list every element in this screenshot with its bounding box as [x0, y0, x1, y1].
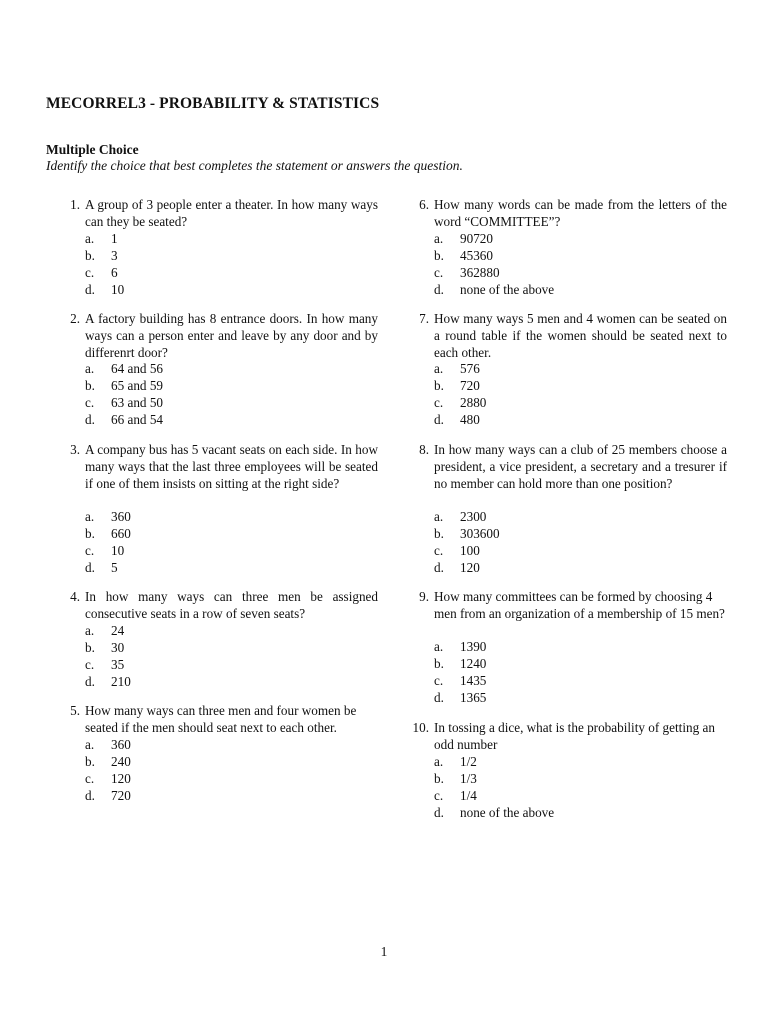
choice-text: 1390: [460, 639, 487, 654]
choice-text: 2880: [460, 395, 487, 410]
choice-letter: d.: [85, 674, 95, 689]
choice-letter: a.: [85, 737, 95, 752]
choice-letter: d.: [434, 282, 444, 297]
choice-c: [85, 543, 124, 560]
choice-text: 120: [111, 771, 131, 786]
question-number: 8.: [419, 442, 429, 457]
choice-d: [434, 805, 554, 822]
choice-b: [85, 526, 131, 543]
choice-b: [85, 640, 124, 657]
choice-a: [434, 361, 480, 378]
choice-d: [85, 282, 124, 299]
question-number: 6.: [419, 197, 429, 212]
choice-text: 660: [111, 526, 131, 541]
choice-letter: b.: [85, 378, 95, 393]
choice-text: 90720: [460, 231, 493, 246]
choice-d: [434, 412, 480, 429]
question-text: How many ways can three men and four women be seated if the men should seat next to each other.: [85, 703, 357, 735]
choice-letter: d.: [85, 412, 95, 427]
choice-a: [434, 509, 486, 526]
choice-c: [434, 788, 477, 805]
choice-d: [85, 788, 131, 805]
choice-text: 480: [460, 412, 480, 427]
choice-letter: b.: [434, 526, 444, 541]
choice-letter: b.: [434, 378, 444, 393]
choice-letter: a.: [434, 361, 444, 376]
choice-c: [434, 673, 486, 690]
choice-text: 1435: [460, 673, 487, 688]
choice-c: [85, 395, 163, 412]
choice-letter: d.: [85, 788, 95, 803]
choice-letter: b.: [85, 526, 95, 541]
choice-letter: c.: [85, 657, 95, 672]
choice-text: 360: [111, 737, 131, 752]
section-instructions: Identify the choice that best completes the statement or answers the question.: [46, 158, 463, 173]
choice-b: [85, 248, 118, 265]
choice-letter: c.: [434, 265, 444, 280]
choice-text: 45360: [460, 248, 493, 263]
choice-a: [85, 231, 118, 248]
choice-b: [434, 526, 500, 543]
choice-letter: c.: [434, 543, 444, 558]
choice-text: none of the above: [460, 282, 555, 297]
choice-text: 66 and 54: [111, 412, 164, 427]
choice-letter: a.: [434, 754, 444, 769]
question-text: In how many ways can a club of 25 members choose a president, a vice president, a secretary and a tresurer if no member can hold more than one position?: [434, 442, 727, 491]
choice-text: 1240: [460, 656, 487, 671]
choice-b: [434, 248, 493, 265]
choice-d: [434, 560, 480, 577]
document-title: MECORREL3 - PROBABILITY & STATISTICS: [46, 95, 380, 112]
question-number: 4.: [70, 589, 80, 604]
choice-letter: a.: [85, 361, 95, 376]
choice-text: 1/4: [460, 788, 477, 803]
choice-letter: b.: [434, 771, 444, 786]
choice-letter: c.: [434, 395, 444, 410]
choice-a: [434, 639, 486, 656]
question-number: 1.: [70, 197, 80, 212]
choice-text: 720: [460, 378, 480, 393]
choice-letter: c.: [434, 673, 444, 688]
choice-a: [434, 231, 493, 248]
choice-text: 10: [111, 543, 125, 558]
question-text: How many committees can be formed by choosing 4 men from an organization of a membership of 15 men?: [434, 589, 725, 621]
choice-d: [85, 674, 131, 691]
choice-text: 360: [111, 509, 131, 524]
choice-text: 1365: [460, 690, 487, 705]
choice-text: 100: [460, 543, 480, 558]
choice-b: [85, 378, 163, 395]
choice-c: [85, 265, 118, 282]
choice-letter: b.: [85, 754, 95, 769]
choice-letter: c.: [85, 543, 95, 558]
choice-letter: b.: [85, 248, 95, 263]
choice-text: 303600: [460, 526, 500, 541]
choice-letter: c.: [85, 265, 95, 280]
choice-text: 1/2: [460, 754, 477, 769]
choice-letter: b.: [434, 248, 444, 263]
choice-text: 2300: [460, 509, 487, 524]
question-number: 10.: [412, 720, 429, 735]
choice-text: none of the above: [460, 805, 555, 820]
choice-d: [434, 690, 486, 707]
choice-letter: a.: [85, 231, 95, 246]
choice-a: [85, 361, 163, 378]
choice-text: 240: [111, 754, 131, 769]
choice-letter: c.: [434, 788, 444, 803]
choice-text: 576: [460, 361, 480, 376]
choice-letter: a.: [434, 639, 444, 654]
choice-a: [85, 509, 131, 526]
page-number: 1: [380, 944, 388, 959]
choice-text: 30: [111, 640, 125, 655]
choice-c: [85, 771, 131, 788]
question-text: How many ways 5 men and 4 women can be seated on a round table if the women should be seated next to each other.: [434, 311, 727, 360]
choice-text: 6: [111, 265, 118, 280]
question-number: 9.: [419, 589, 429, 604]
choice-d: [85, 412, 163, 429]
section-heading: Multiple Choice: [46, 142, 139, 157]
choice-letter: a.: [434, 231, 444, 246]
choice-b: [434, 771, 477, 788]
choice-letter: c.: [85, 771, 95, 786]
choice-letter: d.: [85, 282, 95, 297]
choice-letter: c.: [85, 395, 95, 410]
choice-text: 720: [111, 788, 131, 803]
choice-letter: b.: [85, 640, 95, 655]
choice-a: [85, 737, 131, 754]
choice-c: [434, 265, 500, 282]
choice-c: [434, 395, 486, 412]
question-text: A company bus has 5 vacant seats on each side. In how many ways that the last three employees will be seated if one of them insists on sitting at the right side?: [85, 442, 378, 491]
choice-text: 210: [111, 674, 131, 689]
question-number: 5.: [70, 703, 80, 718]
choice-text: 64 and 56: [111, 361, 164, 376]
choice-text: 24: [111, 623, 125, 638]
choice-letter: d.: [434, 690, 444, 705]
choice-a: [434, 754, 477, 771]
question-text: In tossing a dice, what is the probability of getting an odd number: [434, 720, 715, 752]
choice-letter: d.: [85, 560, 95, 575]
choice-text: 1: [111, 231, 118, 246]
choice-letter: a.: [85, 509, 95, 524]
choice-letter: b.: [434, 656, 444, 671]
choice-text: 65 and 59: [111, 378, 164, 393]
choice-letter: d.: [434, 805, 444, 820]
choice-text: 10: [111, 282, 125, 297]
choice-a: [85, 623, 124, 640]
choice-letter: a.: [85, 623, 95, 638]
choice-b: [434, 378, 480, 395]
question-text: In how many ways can three men be assigned consecutive seats in a row of seven seats?: [85, 589, 378, 621]
choice-letter: d.: [434, 560, 444, 575]
choice-d: [85, 560, 118, 577]
choice-text: 362880: [460, 265, 500, 280]
choice-text: 63 and 50: [111, 395, 164, 410]
choice-text: 5: [111, 560, 118, 575]
choice-text: 3: [111, 248, 118, 263]
choice-text: 120: [460, 560, 480, 575]
question-number: 2.: [70, 311, 80, 326]
choice-b: [434, 656, 486, 673]
choice-c: [434, 543, 480, 560]
question-number: 7.: [419, 311, 429, 326]
question-text: A group of 3 people enter a theater. In how many ways can they be seated?: [85, 197, 378, 229]
question-text: A factory building has 8 entrance doors. In how many ways can a person enter and leave by any door and by differenrt door?: [85, 311, 378, 360]
choice-c: [85, 657, 124, 674]
question-text: How many words can be made from the letters of the word “COMMITTEE”?: [434, 197, 727, 229]
choice-b: [85, 754, 131, 771]
choice-text: 1/3: [460, 771, 477, 786]
choice-d: [434, 282, 554, 299]
choice-letter: d.: [434, 412, 444, 427]
question-number: 3.: [70, 442, 80, 457]
choice-letter: a.: [434, 509, 444, 524]
choice-text: 35: [111, 657, 125, 672]
